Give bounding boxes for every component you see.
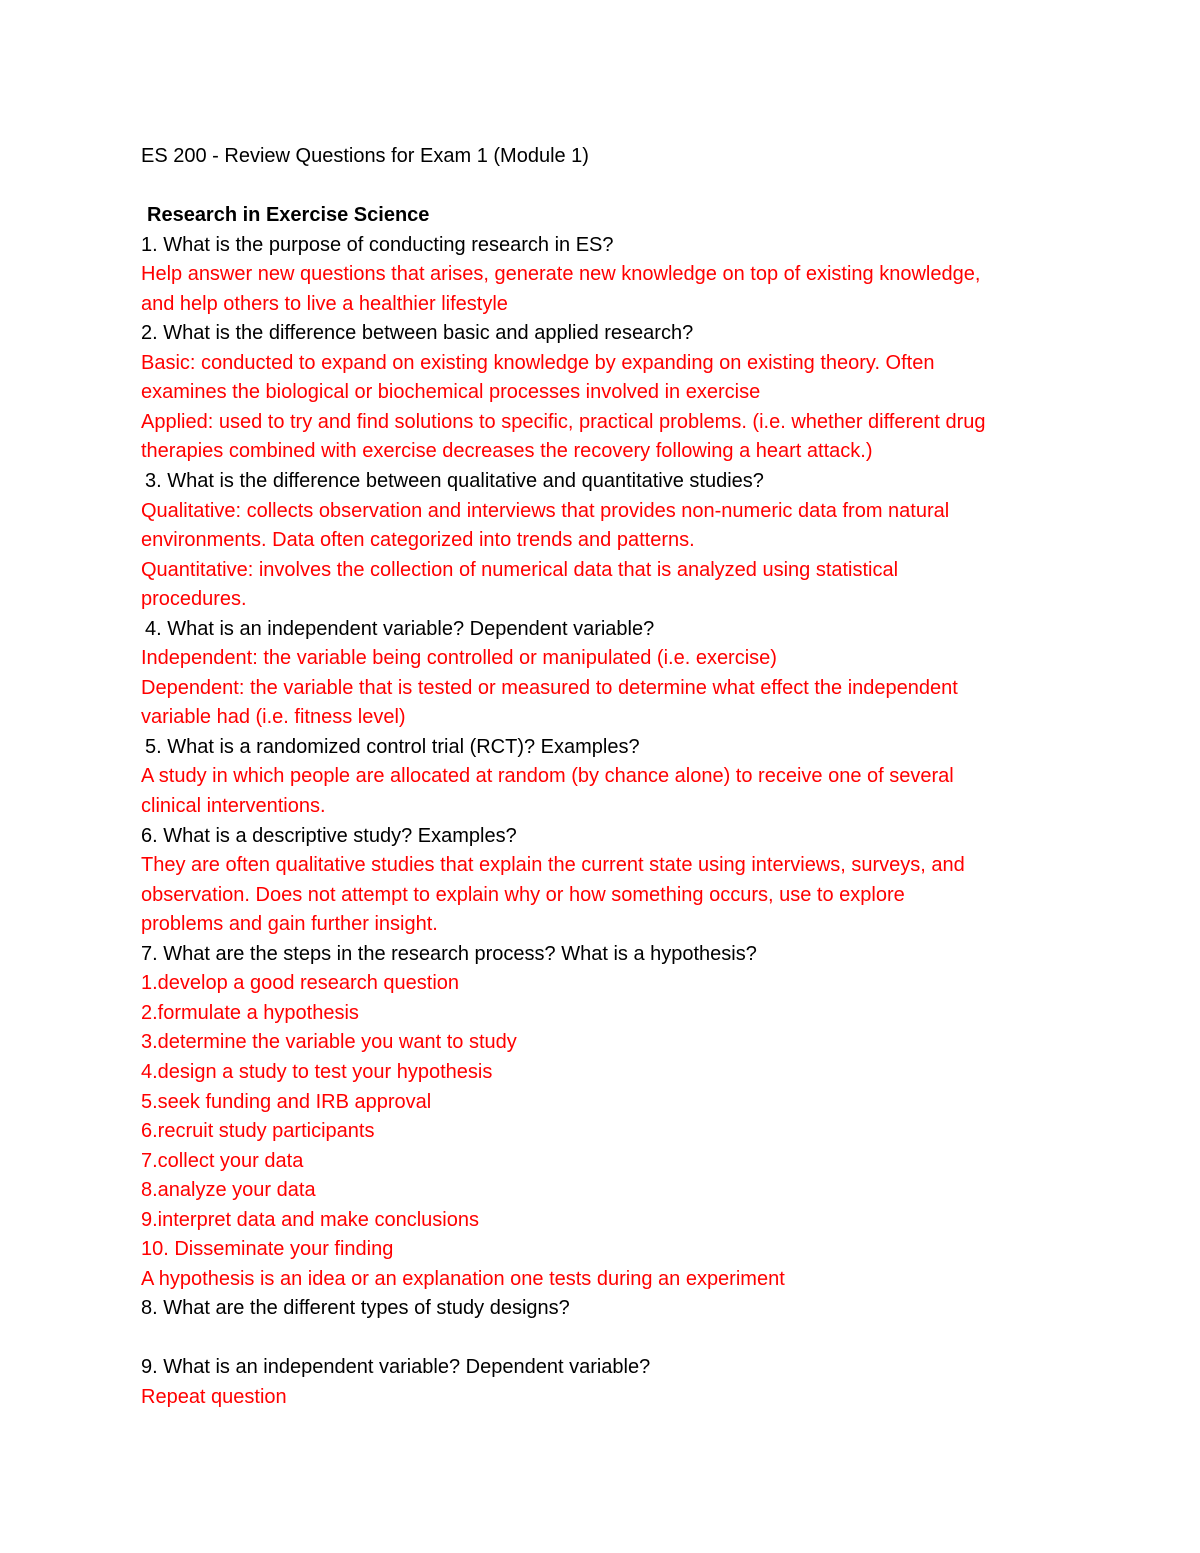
answer-line: therapies combined with exercise decreases the recovery following a heart attack.): [141, 440, 873, 463]
answer-line: clinical interventions.: [141, 795, 326, 818]
question-line: 7. What are the steps in the research process? What is a hypothesis?: [141, 942, 757, 965]
answer-line: A study in which people are allocated at random (by chance alone) to receive one of several: [141, 765, 954, 788]
answer-line: and help others to live a healthier lifestyle: [141, 292, 508, 315]
question-line: 8. What are the different types of study designs?: [141, 1297, 570, 1320]
answer-line: 2.formulate a hypothesis: [141, 1001, 359, 1024]
question-line: 6. What is a descriptive study? Examples?: [141, 824, 517, 847]
answer-line: procedures.: [141, 588, 247, 611]
answer-line: examines the biological or biochemical processes involved in exercise: [141, 381, 761, 404]
answer-line: Independent: the variable being controlled or manipulated (i.e. exercise): [141, 647, 777, 670]
answer-line: Dependent: the variable that is tested or measured to determine what effect the independent: [141, 676, 958, 699]
document-body: [141, 142, 1071, 1413]
answer-line: variable had (i.e. fitness level): [141, 706, 406, 729]
answer-line: environments. Data often categorized into trends and patterns.: [141, 529, 695, 552]
answer-line: 5.seek funding and IRB approval: [141, 1090, 432, 1113]
answer-line: 4.design a study to test your hypothesis: [141, 1060, 493, 1083]
question-line: 4. What is an independent variable? Dependent variable?: [145, 617, 655, 640]
answer-line: 6.recruit study participants: [141, 1120, 375, 1143]
question-line: 3. What is the difference between qualitative and quantitative studies?: [145, 470, 764, 493]
question-line: 5. What is a randomized control trial (RCT)? Examples?: [145, 735, 640, 758]
answer-line: Quantitative: involves the collection of numerical data that is analyzed using statistical: [141, 558, 899, 581]
question-line: 1. What is the purpose of conducting research in ES?: [141, 233, 614, 256]
answer-line: 7.collect your data: [141, 1149, 304, 1172]
answer-line: Qualitative: collects observation and interviews that provides non-numeric data from natural: [141, 499, 950, 522]
answer-line: observation. Does not attempt to explain why or how something occurs, use to explore: [141, 883, 905, 906]
answer-line: 10. Disseminate your finding: [141, 1238, 394, 1261]
blank-line: [141, 1324, 1071, 1354]
answer-line: Applied: used to try and find solutions to specific, practical problems. (i.e. whether different drug: [141, 410, 986, 433]
answer-line: 1.develop a good research question: [141, 972, 460, 995]
blank-line: [141, 172, 1071, 202]
question-line: 9. What is an independent variable? Dependent variable?: [141, 1356, 651, 1379]
answer-line: Help answer new questions that arises, generate new knowledge on top of existing knowledge,: [141, 263, 981, 286]
answer-line: 8.analyze your data: [141, 1179, 316, 1202]
answer-line: Basic: conducted to expand on existing knowledge by expanding on existing theory. Often: [141, 351, 935, 374]
section-heading: Research in Exercise Science: [147, 204, 430, 227]
answer-line: 9.interpret data and make conclusions: [141, 1208, 479, 1231]
answer-line: problems and gain further insight.: [141, 913, 438, 936]
answer-line: 3.determine the variable you want to study: [141, 1031, 517, 1054]
answer-line: Repeat question: [141, 1385, 287, 1408]
answer-line: A hypothesis is an idea or an explanation one tests during an experiment: [141, 1267, 785, 1290]
question-line: 2. What is the difference between basic and applied research?: [141, 322, 694, 345]
document-title: ES 200 - Review Questions for Exam 1 (Module 1): [141, 145, 589, 167]
answer-line: They are often qualitative studies that explain the current state using interviews, surveys, and: [141, 854, 965, 877]
